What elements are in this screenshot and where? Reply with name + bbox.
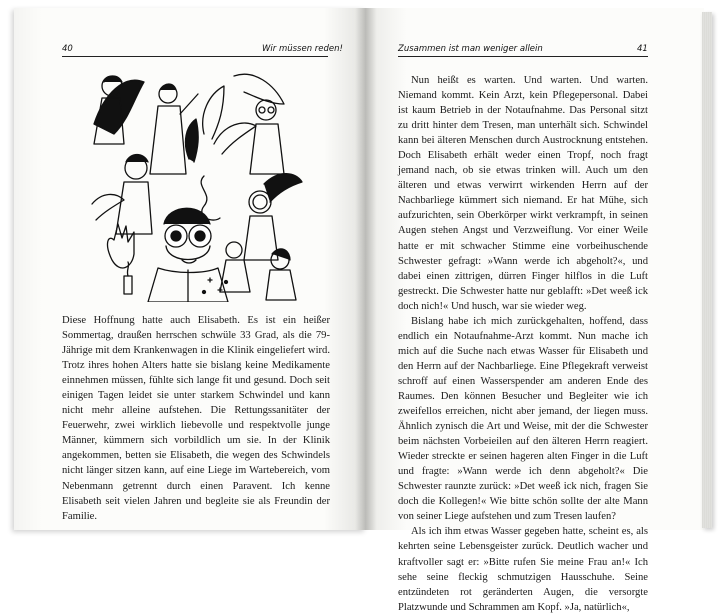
left-page-number: 40 [62, 44, 73, 54]
left-running-head: Wir müssen reden! [262, 44, 343, 54]
right-paragraph-1: Nun heißt es warten. Und warten. Und warten. Niemand kommt. Kein Arzt, kein Pflegepersonal. Dabei ist kaum Betrieb in der Notaufnahme. Das Personal sitzt zu dritt hinter dem Tresen, man unterhält sich. Schwindel kann bei älteren Menschen durch Austrocknung entstehen. Doch Elisabeth erhält weder einen Tropf, noch fragt jemand nach, ob sie etwas trinken will. Auch um den älteren und etwas verwirrt wirkenden Herrn auf der Nachbarliege kümmert sich niemand. Er hat Mühe, sich aufzurichten, sein Oberkörper wirkt verkrampft, in seinen Augen stehen Angst und Verzweiflung. Vor einer Weile hatte er mit schwacher Stimme eine vorbeihuschende Schwester gefragt: »Wann werde ich abgeholt?«, und dabei einen zittrigen, dürren Finger hilflos in die Luft gestreckt. Die Schwester hatte nur geblafft: »Det weeß ick doch nich!« Und husch, war sie wieder weg. [398, 75, 648, 312]
left-paragraph-1: Diese Hoffnung hatte auch Elisabeth. Es ist ein heißer Sommertag, draußen herrschen schwüle 33 Grad, als die 79-Jährige mit dem Krankenwagen in die Klinik eingeliefert wird. Trotz ihres hohen Alters hatte sie bislang keine Medikamente einnehmen müssen, fühlte sich lange fit und gesund. Doch seit einigen Tagen leidet sie unter starkem Schwindel und kann nicht mehr alleine aufstehen. Die Rettungssanitäter der Feuerwehr, zwei wirklich liebevolle und respektvolle junge Männer, kümmern sich vorbildlich um sie. In der Klinik angekommen, betten sie Elisabeth, die wegen des Schwindels nicht länger sitzen kann, auf eine Liege im Wartebereich, vom Nebenmann getrennt durch einen Paravent. Ich kenne Elisabeth seit vielen Jahren und begleite sie als Freundin der Familie. [62, 315, 330, 522]
right-header-rule [398, 56, 648, 57]
illustration-crowd-with-binoculars [84, 64, 306, 302]
book-spine [355, 8, 377, 530]
left-page-body [62, 313, 330, 524]
left-header-rule [62, 56, 328, 57]
right-paragraph-2: Bislang habe ich mich zurückgehalten, hoffend, dass endlich ein Notaufnahme-Arzt kommt. Nun mache ich mich auf die Suche nach etwas Wasser für Elisabeth und den Herrn auf der Nachbarliege. Eine Pflegekraft verweist schroff auf einen Wasserspender am anderen Ende des Raumes. Den können Besucher und Begleiter wie ich zweifellos erreichen, nicht aber jemand, der liegen muss. Ähnlich zynisch die Art und Weise, mit der die Schwester beim nächsten Vorbeieilen auf den älteren Herrn reagiert. Wieder streckte er seinen hageren alten Finger in die Luft und fragte: »Wann werde ich denn abgeholt?« Die Schwester raunzte zurück: »Det weeß ick nich, fragen Sie doch die Kollegen!« Wie bitte schön sollte der alte Mann von seiner Liege aufstehen und zum Tresen laufen? [398, 315, 648, 523]
right-page-body [398, 73, 648, 615]
page-edges [702, 12, 712, 528]
right-page-number: 41 [637, 44, 648, 54]
right-running-head: Zusammen ist man weniger allein [398, 44, 543, 54]
right-paragraph-3: Als ich ihm etwas Wasser gegeben hatte, scheint es, als kehrten seine Lebensgeister zurück. Deutlich wacher und kraftvoller sagt er: »Bitte rufen Sie meine Frau an!« Ich sehe seine fleckig schmutzigen Hausschuhe. Seine entzündeten rot geränderten Augen, die versorgte Platzwunde und Schrammen am Kopf. »Ja, natürlich«, [398, 526, 648, 613]
